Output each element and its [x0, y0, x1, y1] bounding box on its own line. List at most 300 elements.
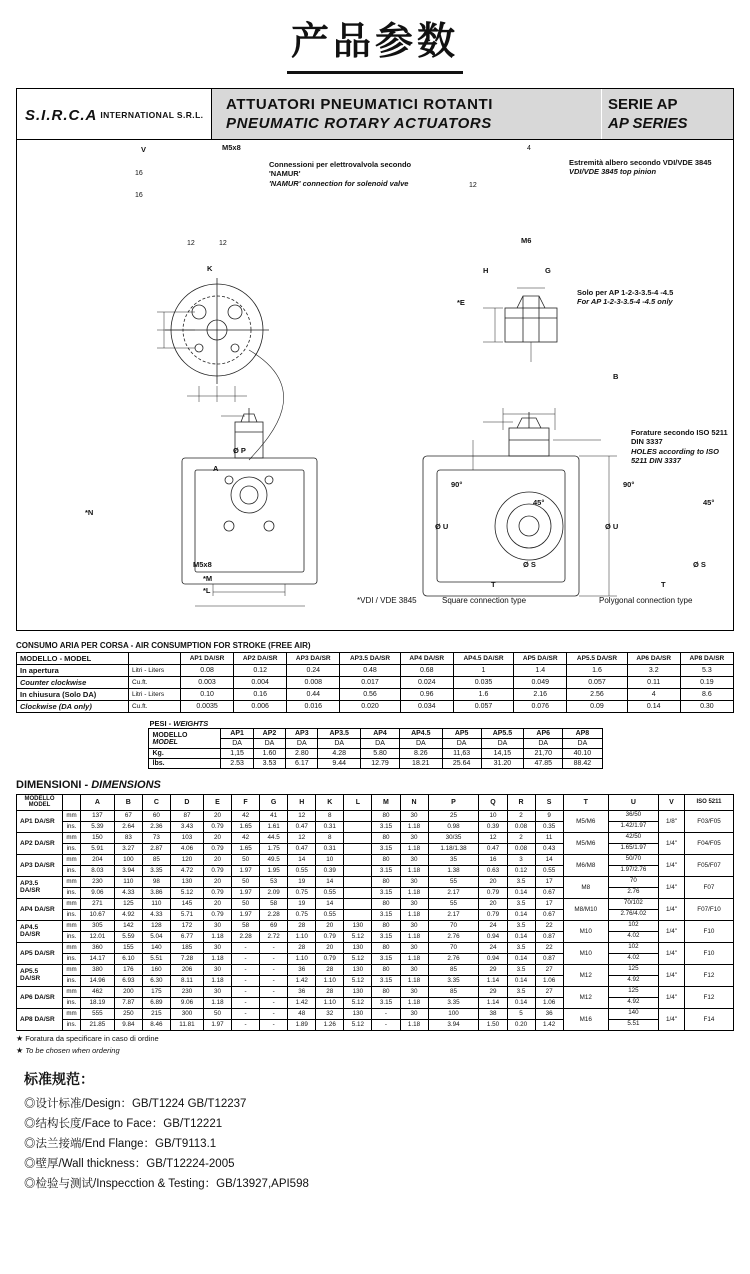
dim-cell: 50 [203, 1008, 231, 1019]
dim-cell: 130 [170, 876, 203, 887]
dim-cell: 380 [81, 964, 115, 975]
dim-cell: 1.18 [203, 975, 231, 986]
dim-cell: 30 [203, 964, 231, 975]
dim-cell: 0.47 [288, 843, 316, 854]
dim-cell: 73 [142, 832, 170, 843]
dim-cell: 0.14 [507, 887, 535, 898]
dim-cell: 5.12 [344, 997, 372, 1008]
dim-cell [344, 865, 372, 876]
dim-cell-T: M5/M6 [563, 832, 608, 854]
dim-cell: 30 [400, 942, 428, 953]
dim-cell: 12 [288, 810, 316, 821]
table-row [17, 953, 734, 964]
dim-cell: - [372, 1019, 400, 1030]
dim-cell: 0.79 [203, 821, 231, 832]
dim-label-M6: M6 [521, 236, 532, 245]
note-holes-iso: Forature secondo ISO 5211 DIN 3337 HOLES according to ISO 5211 DIN 3337 [631, 428, 728, 466]
dim-label-L: *L [203, 586, 211, 595]
air-row1-unit-b: Cu.ft. [129, 701, 181, 713]
dim-cell-T: M8/M10 [563, 898, 608, 920]
dim-cell: 4.72 [170, 865, 203, 876]
weights-col-sub: DA [318, 739, 360, 749]
air-col-8: AP6 DA/SR [627, 653, 680, 665]
weights-cell: 11,63 [442, 749, 481, 759]
table-row [17, 665, 734, 677]
dim-cell: 42 [232, 810, 260, 821]
note-only-ap: Solo per AP 1-2-3-3.5-4 -4.5 For AP 1-2-3-3.5-4 -4.5 only [577, 288, 674, 307]
weights-col-sub: DA [442, 739, 481, 749]
weights-cell: 12.79 [360, 759, 399, 769]
dim-cell: 8.46 [142, 1019, 170, 1030]
dim-cell: 1.97 [203, 1019, 231, 1030]
dim-cell-V: 1/4" [658, 986, 684, 1008]
page-title-wrap [0, 0, 750, 74]
dim-cell: 3.35 [142, 865, 170, 876]
dim-cell: 1.18 [400, 843, 428, 854]
weights-cell: 2.80 [286, 749, 318, 759]
air-cell: 2.56 [567, 689, 627, 701]
dim-cell: 2.76 [428, 953, 479, 964]
dim-label-B: B [613, 372, 619, 381]
dim-cell: 87 [170, 810, 203, 821]
dim-cell: - [260, 964, 288, 975]
dim-cell: 120 [170, 854, 203, 865]
dim-cell: 1.50 [479, 1019, 507, 1030]
brand-logo: S.I.R.C.A [25, 106, 98, 124]
dim-cell-T: M8 [563, 876, 608, 898]
air-row1-label-en: Clockwise (DA only) [17, 701, 129, 713]
dim-cell: 5.12 [344, 975, 372, 986]
dim-cell [344, 898, 372, 909]
dim-col: G [260, 795, 288, 811]
dim-cell: 1.14 [479, 997, 507, 1008]
dim-cell: 80 [372, 986, 400, 997]
dim-cell: 0.55 [316, 909, 344, 920]
weights-table [148, 728, 603, 769]
air-cell: 3.2 [627, 665, 680, 677]
dim-cell: 0.31 [316, 821, 344, 832]
dim-cell-T: M12 [563, 986, 608, 1008]
air-cell: 1.6 [453, 689, 513, 701]
dim-unit-mm: mm [63, 898, 81, 909]
dim-cell: 11 [535, 832, 563, 843]
dim-cell: 103 [170, 832, 203, 843]
dim-cell-U-mm: 125 [608, 964, 658, 975]
weights-col: AP2 [253, 729, 285, 739]
dim-cell: 5.04 [142, 931, 170, 942]
dim-cell: 1.18/1.38 [428, 843, 479, 854]
dim-col: T [563, 795, 608, 811]
dim-cell: 1.18 [203, 953, 231, 964]
weights-cell: 31.20 [481, 759, 523, 769]
dim-cell: - [260, 1008, 288, 1019]
air-row0-unit-b: Cu.ft. [129, 677, 181, 689]
dim-cell: 6.89 [142, 997, 170, 1008]
table-row [17, 876, 734, 887]
dim-cell: - [260, 942, 288, 953]
air-row0-label-en: Counter clockwise [17, 677, 129, 689]
dim-cell: 4.92 [114, 909, 142, 920]
weights-cell: 6.17 [286, 759, 318, 769]
dim-col: D [170, 795, 203, 811]
weights-cell: 40.10 [563, 749, 602, 759]
dim-col: C [142, 795, 170, 811]
table-row [148, 759, 602, 769]
dim-cell: 38 [479, 1008, 507, 1019]
weights-cell: 25.64 [442, 759, 481, 769]
dim-row-model: AP4 DA/SR [17, 898, 63, 920]
dim-cell [344, 876, 372, 887]
dim-unit-header [63, 795, 81, 811]
brand-cell [17, 89, 212, 139]
dim-cell: - [260, 1019, 288, 1030]
dim-label-45b: 45° [703, 498, 715, 507]
technical-drawing [17, 140, 733, 630]
dim-cell [344, 832, 372, 843]
dim-cell: 1.18 [203, 931, 231, 942]
dim-cell: 30 [203, 942, 231, 953]
dim-cell-T: M5/M6 [563, 810, 608, 832]
weights-cell: 88.42 [563, 759, 602, 769]
dim-cell: 58 [232, 920, 260, 931]
dim-unit-ins: ins. [63, 997, 81, 1008]
table-row [17, 821, 734, 832]
dim-cell-T: M6/M8 [563, 854, 608, 876]
dim-cell: 20 [203, 854, 231, 865]
air-col-0: AP1 DA/SR [181, 653, 234, 665]
dim-cell: 2.17 [428, 887, 479, 898]
catalog-series-cell [601, 89, 733, 139]
dim-cell: 215 [142, 1008, 170, 1019]
table-row [17, 931, 734, 942]
air-cell: 0.004 [234, 677, 287, 689]
dim-cell-T: M16 [563, 1008, 608, 1030]
dim-cell: 305 [81, 920, 115, 931]
dim-cell: 29 [479, 964, 507, 975]
dim-cell-V: 1/4" [658, 1008, 684, 1030]
dim-cell: 11.81 [170, 1019, 203, 1030]
dim-col: N [400, 795, 428, 811]
weights-col: AP5 [442, 729, 481, 739]
dim-cell-V: 1/4" [658, 898, 684, 920]
air-cell: 0.19 [680, 677, 733, 689]
air-col-4: AP4 DA/SR [400, 653, 453, 665]
table-row [148, 729, 602, 739]
air-cell: 0.035 [453, 677, 513, 689]
dim-cell: 30 [400, 854, 428, 865]
standard-item-flange: ◎法兰接端/End Flange：GB/T9113.1 [24, 1137, 217, 1150]
dim-cell: 130 [344, 942, 372, 953]
dim-col: F [232, 795, 260, 811]
air-cell: 0.56 [340, 689, 400, 701]
dim-label-OSb: Ø S [693, 560, 706, 569]
dim-cell: 3.5 [507, 898, 535, 909]
dim-label-OUb: Ø U [605, 522, 619, 531]
dim-cell: 1.38 [428, 865, 479, 876]
dim-cell: 85 [142, 854, 170, 865]
table-row [17, 997, 734, 1008]
standard-item-design: ◎设计标准/Design：GB/T1224 GB/T12237 [24, 1097, 247, 1110]
dim-cell-V: 1/4" [658, 920, 684, 942]
dim-cell: 3.15 [372, 997, 400, 1008]
dim-unit-mm: mm [63, 876, 81, 887]
dimensions-title: DIMENSIONI - DIMENSIONS [16, 779, 161, 791]
dim-cell: 130 [344, 986, 372, 997]
weights-row-label: Kg. [148, 749, 221, 759]
dim-cell: 100 [114, 854, 142, 865]
weights-cell: 1.60 [253, 749, 285, 759]
dim-cell: 30 [400, 986, 428, 997]
dim-cell: 0.14 [507, 975, 535, 986]
dim-cell: 1.06 [535, 997, 563, 1008]
dim-label-Tb: T [661, 580, 666, 589]
air-cell: 0.017 [340, 677, 400, 689]
dim-unit-ins: ins. [63, 865, 81, 876]
air-cell: 0.30 [680, 701, 733, 713]
weights-row-label: lbs. [148, 759, 221, 769]
air-cell: 0.24 [287, 665, 340, 677]
dim-cell: 30/35 [428, 832, 479, 843]
standards-title: 标准规范： [24, 1070, 94, 1087]
dim-cell: 8 [316, 810, 344, 821]
dim-cell: 36 [288, 964, 316, 975]
dim-cell: 18.19 [81, 997, 115, 1008]
dim-row-model: AP6 DA/SR [17, 986, 63, 1008]
dim-cell: - [232, 986, 260, 997]
dim-cell: 8.11 [170, 975, 203, 986]
air-cell: 0.14 [627, 701, 680, 713]
dim-footnote-1: ★ Foratura da specificare in caso di ordine [16, 1033, 159, 1043]
dim-cell: 2.72 [260, 931, 288, 942]
table-row [17, 689, 734, 701]
dim-label-Ta: T [491, 580, 496, 589]
dim-cell: 67 [114, 810, 142, 821]
dim-cell: 6.93 [114, 975, 142, 986]
drawing-vector [17, 140, 733, 628]
dim-cell: 41 [260, 810, 288, 821]
dim-cell: 3.5 [507, 942, 535, 953]
dim-cell: 14 [316, 876, 344, 887]
dim-cell: 28 [288, 920, 316, 931]
dim-cell: 160 [142, 964, 170, 975]
dim-cell-U-mm: 102 [608, 942, 658, 953]
dim-cell: 1.18 [400, 887, 428, 898]
weights-col-sub: DA [563, 739, 602, 749]
dim-cell: 30 [400, 810, 428, 821]
dim-cell: - [260, 986, 288, 997]
dim-row-model: AP1 DA/SR [17, 810, 63, 832]
dim-cell: 28 [288, 942, 316, 953]
dim-unit-mm: mm [63, 832, 81, 843]
air-cell: 0.68 [400, 665, 453, 677]
series-en: AP SERIES [608, 115, 688, 132]
dim-cell: 30 [203, 986, 231, 997]
dim-cell: 25 [428, 810, 479, 821]
dim-cell: 1.18 [400, 975, 428, 986]
dim-cell: 17 [535, 876, 563, 887]
air-cell: 1.6 [567, 665, 627, 677]
dim-cell: 24 [479, 942, 507, 953]
dim-cell-iso: F05/F07 [684, 854, 733, 876]
dim-cell: 1.65 [232, 843, 260, 854]
dim-cell: 142 [114, 920, 142, 931]
dim-row-model: AP2 DA/SR [17, 832, 63, 854]
weights-cell: 2.53 [221, 759, 253, 769]
air-cell: 0.12 [234, 665, 287, 677]
dim-cell: 3.5 [507, 920, 535, 931]
dim-cell-U-ins: 1.97/2.76 [608, 865, 658, 876]
dim-cell-U-mm: 36/50 [608, 810, 658, 821]
table-row [17, 1008, 734, 1019]
dim-col: L [344, 795, 372, 811]
dim-cell: 14 [316, 898, 344, 909]
dim-unit-mm: mm [63, 964, 81, 975]
dim-label-N: *N [85, 508, 94, 517]
dim-cell: 14.17 [81, 953, 115, 964]
dim-cell: 204 [81, 854, 115, 865]
dim-cell: 2.36 [142, 821, 170, 832]
dim-cell: 1.61 [260, 821, 288, 832]
air-consumption-table [16, 652, 734, 713]
dim-cell: 6.77 [170, 931, 203, 942]
dim-col: M [372, 795, 400, 811]
dim-cell: - [232, 942, 260, 953]
dim-cell: 22 [535, 920, 563, 931]
dim-cell: 50 [232, 854, 260, 865]
dim-cell: 1.75 [260, 843, 288, 854]
dim-cell: 70 [428, 920, 479, 931]
dim-cell-iso: F12 [684, 964, 733, 986]
air-col-6: AP5 DA/SR [514, 653, 567, 665]
table-row [17, 964, 734, 975]
weights-model-header: MODELLO MODEL [148, 729, 221, 749]
dim-cell-U-ins: 1.65/1.97 [608, 843, 658, 854]
dim-cell: 1.10 [316, 997, 344, 1008]
dim-cell: 5.12 [344, 953, 372, 964]
dim-label-E: *E [457, 298, 465, 307]
air-cell: 0.006 [234, 701, 287, 713]
dim-cell: 10 [316, 854, 344, 865]
dim-col: B [114, 795, 142, 811]
weights-col: AP1 [221, 729, 253, 739]
dim-cell-U-mm: 125 [608, 986, 658, 997]
dim-cell: 2.76 [428, 931, 479, 942]
dim-cell: 1.10 [316, 975, 344, 986]
dim-cell: 10.67 [81, 909, 115, 920]
dim-label-16a: 16 [135, 170, 143, 177]
dim-cell-U-ins: 4.92 [608, 997, 658, 1008]
dim-cell: 2.87 [142, 843, 170, 854]
dim-cell: 1.18 [400, 931, 428, 942]
dim-cell: 110 [114, 876, 142, 887]
dim-cell: 0.79 [203, 887, 231, 898]
dim-cell: 3.15 [372, 975, 400, 986]
weights-col-sub: DA [524, 739, 563, 749]
dim-cell: 0.79 [316, 953, 344, 964]
table-row [17, 854, 734, 865]
dim-cell: 1.42 [288, 975, 316, 986]
dim-cell: 360 [81, 942, 115, 953]
dim-cell-iso: F14 [684, 1008, 733, 1030]
dim-cell: - [232, 975, 260, 986]
air-cell: 0.48 [340, 665, 400, 677]
air-row1-label-it: In chiusura (Solo DA) [17, 689, 129, 701]
dim-cell: - [260, 953, 288, 964]
dim-cell-U-ins: 1.42/1.97 [608, 821, 658, 832]
weights-section [0, 719, 750, 769]
dim-cell: 20 [203, 810, 231, 821]
dim-cell: 271 [81, 898, 115, 909]
air-col-1: AP2 DA/SR [234, 653, 287, 665]
dim-cell: 2.09 [260, 887, 288, 898]
dim-cell: 4.33 [142, 909, 170, 920]
dim-cell: 0.39 [316, 865, 344, 876]
air-col-9: AP8 DA/SR [680, 653, 733, 665]
dim-cell: 36 [535, 1008, 563, 1019]
dim-cell-iso: F03/F05 [684, 810, 733, 832]
dim-cell: 3.86 [142, 887, 170, 898]
note-vdi: *VDI / VDE 3845 [357, 596, 417, 605]
air-cell: 0.09 [567, 701, 627, 713]
dim-cell: 0.79 [203, 843, 231, 854]
dim-cell: 0.43 [535, 843, 563, 854]
table-row [17, 986, 734, 997]
dim-cell: 30 [203, 920, 231, 931]
weights-cell: 18.21 [400, 759, 442, 769]
dim-cell: 20 [203, 876, 231, 887]
dim-unit-mm: mm [63, 1008, 81, 1019]
table-row [17, 898, 734, 909]
dim-label-m5x8: M5x8 [222, 143, 241, 152]
dim-cell: 9.84 [114, 1019, 142, 1030]
table-row [17, 942, 734, 953]
dim-cell: 230 [81, 876, 115, 887]
dim-cell: - [232, 953, 260, 964]
dim-label-K: K [207, 264, 213, 273]
dim-cell: 137 [81, 810, 115, 821]
dim-cell: 0.08 [507, 821, 535, 832]
dim-cell: 0.79 [479, 909, 507, 920]
dim-row-model: AP4.5 DA/SR [17, 920, 63, 942]
dim-cell: 4.06 [170, 843, 203, 854]
air-cell: 0.10 [181, 689, 234, 701]
dim-cell-U-ins: 4.92 [608, 975, 658, 986]
dim-cell: 1.18 [400, 865, 428, 876]
dim-cell: 30 [400, 1008, 428, 1019]
dim-cell: 5.12 [344, 1019, 372, 1030]
dim-cell-U-ins: 2.76 [608, 887, 658, 898]
dim-cell: 12.01 [81, 931, 115, 942]
dim-cell-U-mm: 42/50 [608, 832, 658, 843]
dim-cell: 17 [535, 898, 563, 909]
dim-cell: 1.18 [400, 953, 428, 964]
dim-cell: 1.42 [288, 997, 316, 1008]
table-row [17, 920, 734, 931]
dim-row-model: AP3.5 DA/SR [17, 876, 63, 898]
weights-col: AP6 [524, 729, 563, 739]
dim-label-G: G [545, 266, 551, 275]
catalog-sheet [16, 88, 734, 631]
dim-cell: 49.5 [260, 854, 288, 865]
dim-cell: 0.98 [428, 821, 479, 832]
note-polygonal-connection: Polygonal connection type [599, 596, 693, 605]
dim-cell: 53 [260, 876, 288, 887]
air-cell: 0.057 [453, 701, 513, 713]
dim-col: P [428, 795, 479, 811]
dim-cell: 1.18 [400, 821, 428, 832]
dim-cell: 1.95 [260, 865, 288, 876]
table-row [17, 653, 734, 665]
